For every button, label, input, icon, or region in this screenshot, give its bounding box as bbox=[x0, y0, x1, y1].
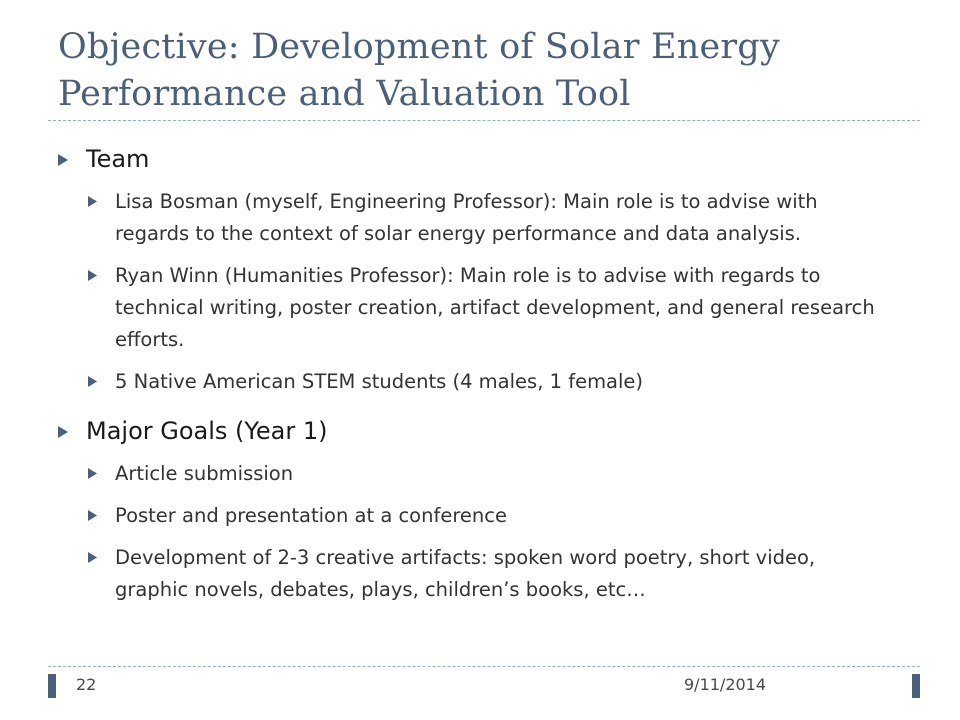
footer-left-marker bbox=[48, 674, 56, 698]
title-divider bbox=[48, 120, 920, 121]
triangle-right-icon bbox=[58, 154, 68, 166]
list-item bbox=[88, 458, 888, 490]
list-item-text: 5 Native American STEM students (4 males, 1 female) bbox=[115, 370, 644, 393]
footer-divider bbox=[48, 666, 920, 667]
list-item bbox=[88, 186, 888, 250]
slide-title: Objective: Development of Solar Energy Performance and Valuation Tool bbox=[58, 27, 780, 114]
triangle-right-icon bbox=[88, 196, 97, 207]
section-heading-major-goals bbox=[58, 414, 888, 448]
triangle-right-icon bbox=[88, 510, 97, 521]
section-heading-label: Major Goals (Year 1) bbox=[86, 417, 328, 445]
list-item-text: Article submission bbox=[115, 462, 294, 485]
triangle-right-icon bbox=[88, 552, 97, 563]
list-item-text: Ryan Winn (Humanities Professor): Main role is to advise with regards to technical writing, poster creation, artifact development, and general research efforts. bbox=[115, 264, 875, 351]
list-item-text: Development of 2-3 creative artifacts: spoken word poetry, short video, graphic novels, debates, plays, children’s books, etc… bbox=[115, 546, 816, 601]
triangle-right-icon bbox=[88, 270, 97, 281]
footer-right-marker bbox=[912, 674, 920, 698]
page-number: 22 bbox=[76, 675, 97, 694]
list-item bbox=[88, 542, 888, 606]
list-item bbox=[88, 366, 888, 398]
triangle-right-icon bbox=[88, 468, 97, 479]
list-item bbox=[88, 500, 888, 532]
slide-body bbox=[58, 138, 888, 606]
list-item-text: Poster and presentation at a conference bbox=[115, 504, 507, 527]
list-item-text: Lisa Bosman (myself, Engineering Professor): Main role is to advise with regards to the context of solar energy performance and data analysis. bbox=[115, 190, 818, 245]
slide-date: 9/11/2014 bbox=[684, 675, 767, 694]
triangle-right-icon bbox=[88, 376, 97, 387]
section-heading-team bbox=[58, 142, 888, 176]
section-heading-label: Team bbox=[86, 145, 150, 173]
triangle-right-icon bbox=[58, 426, 68, 438]
list-item bbox=[88, 260, 888, 356]
